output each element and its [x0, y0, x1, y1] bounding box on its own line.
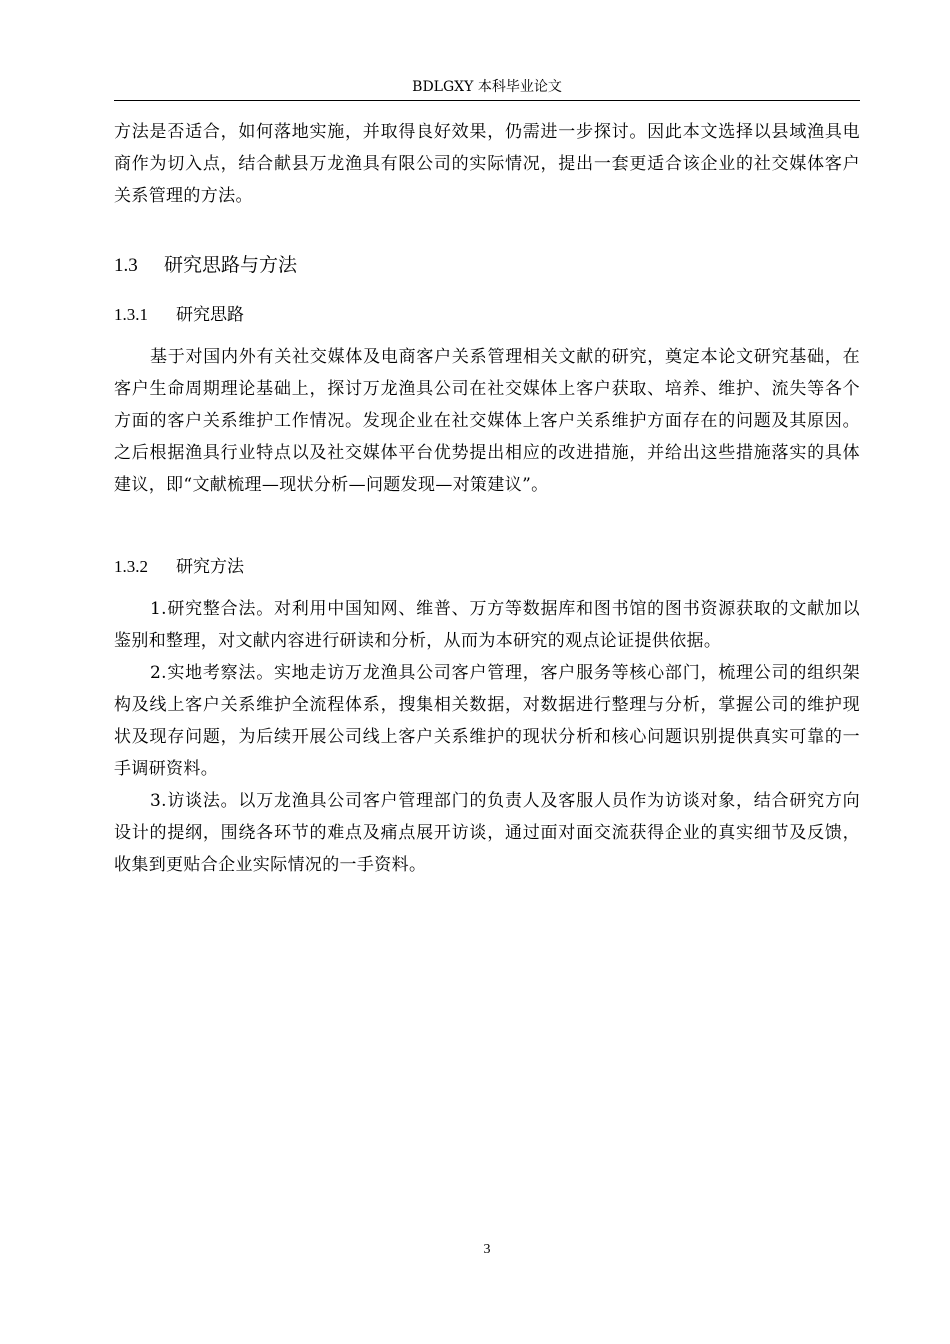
section-1-3-1-heading: [114, 303, 244, 327]
research-approach-block: [114, 341, 860, 501]
subsection-title: 研究方法: [176, 557, 244, 577]
intro-paragraph: 方法是否适合，如何落地实施，并取得良好效果，仍需进一步探讨。因此本文选择以县域渔具电商作为切入点，结合献县万龙渔具有限公司的实际情况，提出一套更适合该企业的社交媒体客户关系管理的方法。: [114, 122, 860, 206]
subsection-title: 研究思路: [176, 305, 244, 325]
section-number: 1.3: [114, 255, 138, 276]
subsection-number: 1.3.2: [114, 557, 148, 576]
section-title: 研究思路与方法: [164, 254, 298, 276]
section-1-3-2-heading: [114, 555, 244, 579]
method-item: 2.实地考察法。实地走访万龙渔具公司客户管理，客户服务等核心部门，梳理公司的组织架构及线上客户关系维护全流程体系，搜集相关数据，对数据进行整理与分析，掌握公司的维护现状及现存问题，为后续开展公司线上客户关系维护的现状分析和核心问题识别提供真实可靠的一手调研资料。: [114, 663, 860, 779]
intro-paragraph-block: [114, 116, 860, 212]
page-header: BDLGXY 本科毕业论文: [114, 74, 860, 101]
section-1-3-heading: [114, 252, 297, 279]
page-number: 3: [483, 1242, 491, 1257]
method-item: 3.访谈法。以万龙渔具公司客户管理部门的负责人及客服人员作为访谈对象，结合研究方向设计的提纲，围绕各环节的难点及痛点展开访谈，通过面对面交流获得企业的真实细节及反馈，收集到更贴合企业实际情况的一手资料。: [114, 791, 860, 875]
method-item: 1.研究整合法。对利用中国知网、维普、万方等数据库和图书馆的图书资源获取的文献加以鉴别和整理，对文献内容进行研读和分析，从而为本研究的观点论证提供依据。: [114, 599, 860, 651]
research-methods-block: [114, 593, 860, 881]
subsection-number: 1.3.1: [114, 305, 148, 324]
research-approach-paragraph: 基于对国内外有关社交媒体及电商客户关系管理相关文献的研究，奠定本论文研究基础，在客户生命周期理论基础上，探讨万龙渔具公司在社交媒体上客户获取、培养、维护、流失等各个方面的客户关系维护工作情况。发现企业在社交媒体上客户关系维护方面存在的问题及其原因。之后根据渔具行业特点以及社交媒体平台优势提出相应的改进措施，并给出这些措施落实的具体建议，即“文献梳理—现状分析—问题发现—对策建议”。: [114, 347, 860, 495]
